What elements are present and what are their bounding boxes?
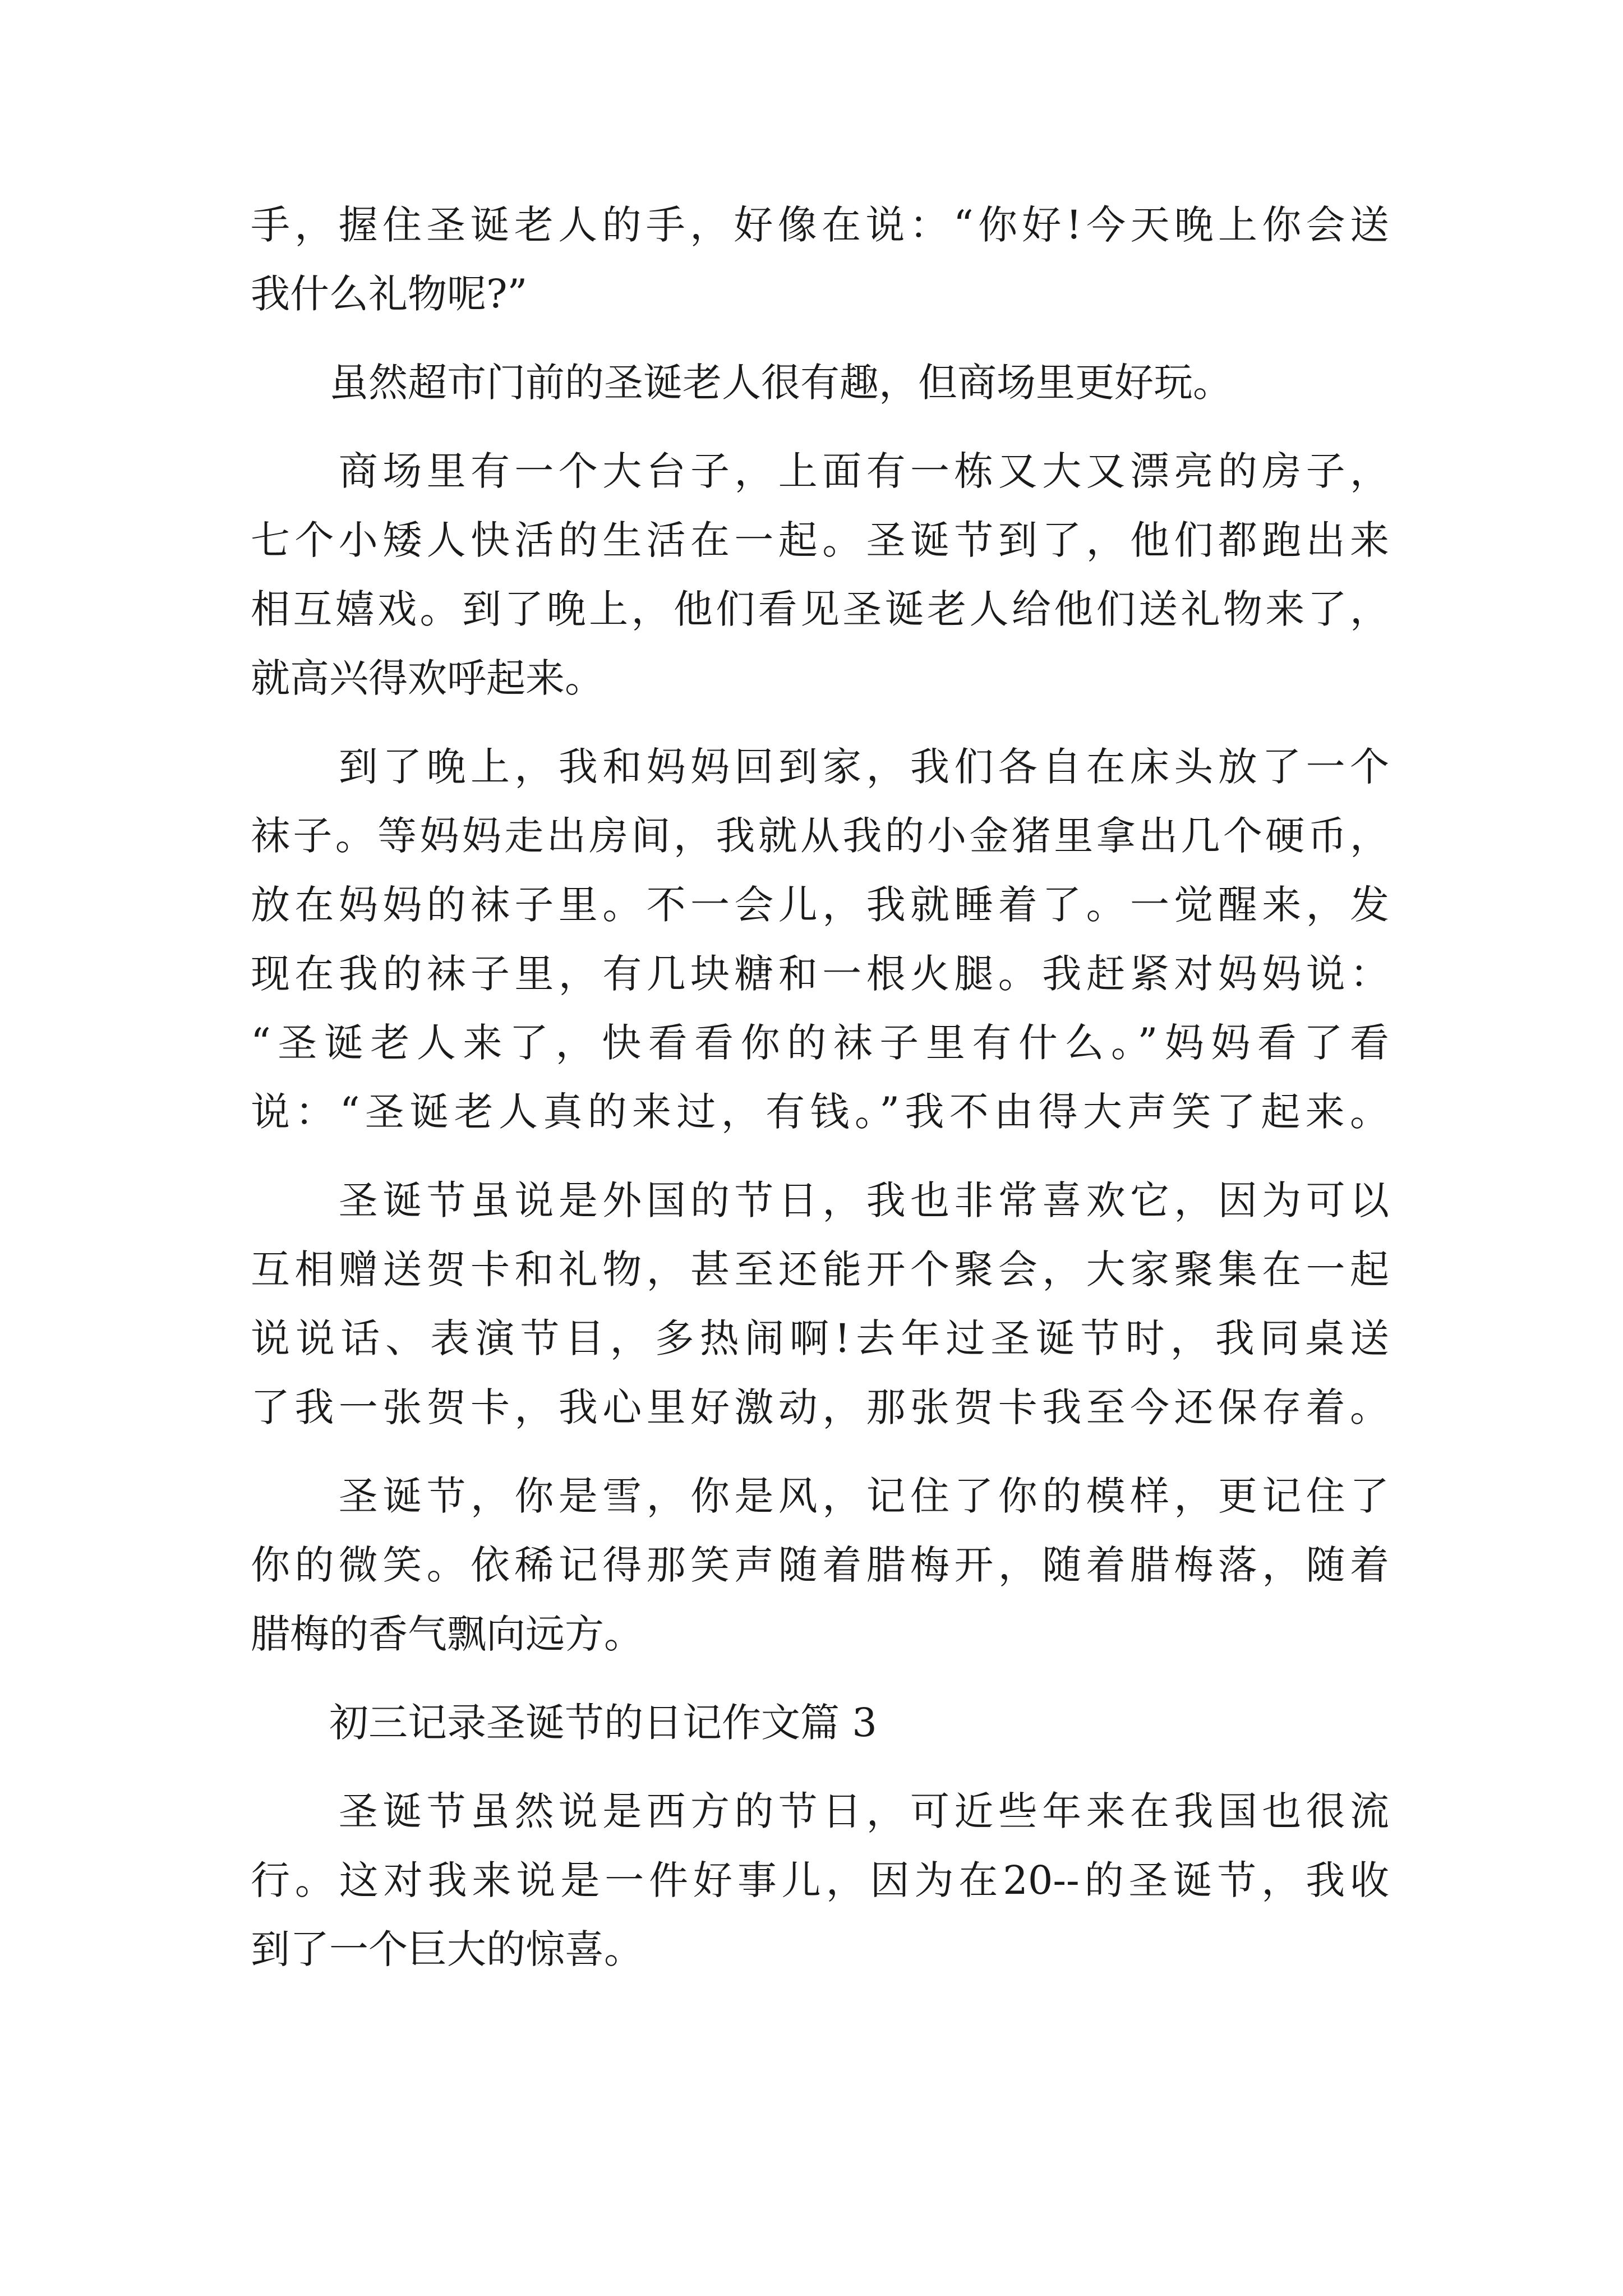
paragraph	[251, 1777, 1389, 1984]
text-line: 七个小矮人快活的生活在一起。圣诞节到了，他们都跑出来	[251, 517, 1389, 563]
text-line: 圣诞节虽然说是西方的节日，可近些年来在我国也很流	[251, 1788, 1389, 1834]
text-line: 相互嬉戏。到了晚上，他们看见圣诞老人给他们送礼物来了，	[251, 586, 1389, 632]
document-body	[251, 191, 1389, 1984]
text-line: 行。这对我来说是一件好事儿，因为在20--的圣诞节，我收	[251, 1857, 1389, 1903]
paragraph	[251, 733, 1389, 1147]
text-line: 手，握住圣诞老人的手，好像在说：“你好!今天晚上你会送	[251, 202, 1389, 248]
section-heading	[251, 1688, 1389, 1757]
text-line: 放在妈妈的袜子里。不一会儿，我就睡着了。一觉醒来，发	[251, 882, 1389, 928]
text-line: 就高兴得欢呼起来。	[251, 655, 604, 701]
text-line: 圣诞节，你是雪，你是风，记住了你的模样，更记住了	[251, 1473, 1389, 1519]
paragraph	[251, 348, 1389, 417]
paragraph	[251, 437, 1389, 713]
text-line: 现在我的袜子里，有几块糖和一根火腿。我赶紧对妈妈说：	[251, 951, 1389, 997]
text-line: 说说话、表演节目，多热闹啊!去年过圣诞节时，我同桌送	[251, 1315, 1389, 1361]
text-line: 袜子。等妈妈走出房间，我就从我的小金猪里拿出几个硬币，	[251, 813, 1389, 859]
text-line: 到了晚上，我和妈妈回到家，我们各自在床头放了一个	[251, 744, 1389, 790]
text-line: 互相赠送贺卡和礼物，甚至还能开个聚会，大家聚集在一起	[251, 1246, 1389, 1292]
text-line: 说：“圣诞老人真的来过，有钱。”我不由得大声笑了起来。	[251, 1089, 1389, 1135]
text-line: 初三记录圣诞节的日记作文篇 3	[251, 1700, 877, 1746]
text-line: 到了一个巨大的惊喜。	[251, 1926, 643, 1972]
text-line: 商场里有一个大台子，上面有一栋又大又漂亮的房子，	[251, 448, 1389, 494]
text-line: 了我一张贺卡，我心里好激动，那张贺卡我至今还保存着。	[251, 1384, 1389, 1430]
text-line: 我什么礼物呢?”	[251, 271, 528, 317]
paragraph	[251, 1166, 1389, 1442]
text-line: “圣诞老人来了，快看看你的袜子里有什么。”妈妈看了看	[251, 1020, 1389, 1066]
text-line: 你的微笑。依稀记得那笑声随着腊梅开，随着腊梅落，随着	[251, 1542, 1389, 1588]
text-line: 腊梅的香气飘向远方。	[251, 1611, 643, 1657]
paragraph	[251, 191, 1389, 329]
paragraph	[251, 1462, 1389, 1669]
text-line: 圣诞节虽说是外国的节日，我也非常喜欢它，因为可以	[251, 1177, 1389, 1223]
text-line: 虽然超市门前的圣诞老人很有趣，但商场里更好玩。	[251, 360, 1232, 406]
